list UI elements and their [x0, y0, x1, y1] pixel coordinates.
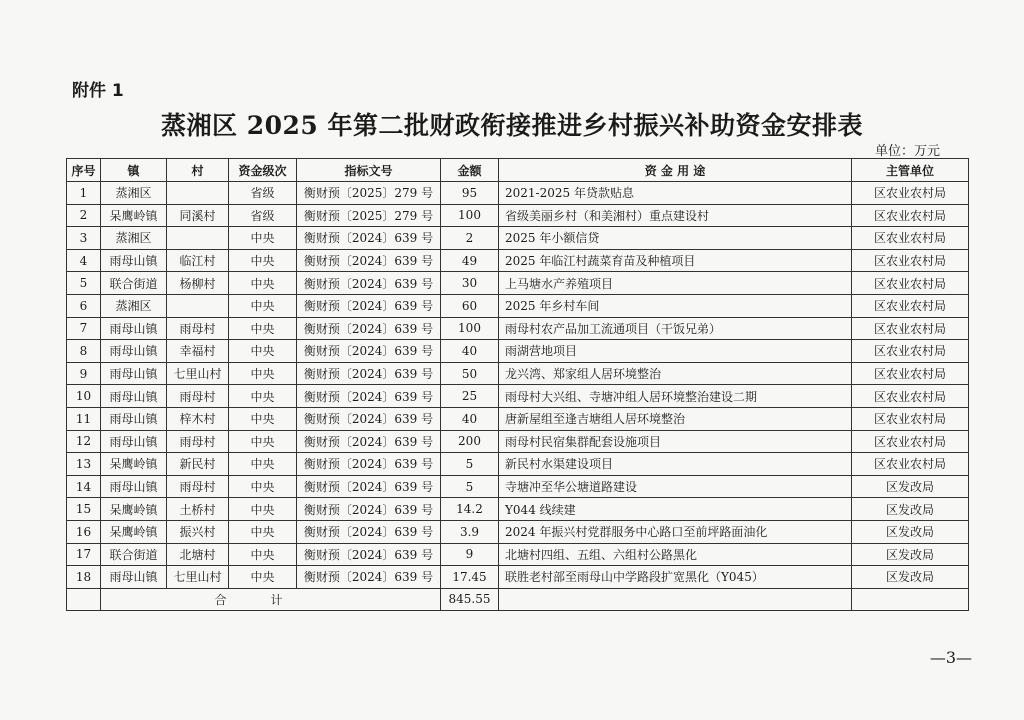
- header-cell: 金额: [441, 159, 499, 182]
- page-number: —3—: [929, 648, 972, 667]
- row-number-cell: 3: [67, 227, 101, 250]
- fund-level-cell: 中央: [229, 407, 297, 430]
- row-number-cell: 18: [67, 566, 101, 589]
- department-cell: 区发改局: [852, 520, 969, 543]
- town-cell: 蒸湘区: [101, 227, 167, 250]
- header-cell: 序号: [67, 159, 101, 182]
- document-number-cell: 衡财预〔2025〕279 号: [297, 204, 441, 227]
- document-number-cell: 衡财预〔2024〕639 号: [297, 227, 441, 250]
- row-number-cell: 2: [67, 204, 101, 227]
- row-number-cell: 12: [67, 430, 101, 453]
- document-number-cell: 衡财预〔2024〕639 号: [297, 407, 441, 430]
- document-number-cell: 衡财预〔2024〕639 号: [297, 317, 441, 340]
- fund-purpose-cell: 2024 年振兴村党群服务中心路口至前坪路面油化: [499, 520, 852, 543]
- fund-purpose-cell: 雨母村大兴组、寺塘冲组人居环境整治建设二期: [499, 385, 852, 408]
- village-cell: 幸福村: [167, 340, 229, 363]
- document-number-cell: 衡财预〔2024〕639 号: [297, 272, 441, 295]
- amount-cell: 14.2: [441, 498, 499, 521]
- department-cell: 区发改局: [852, 543, 969, 566]
- fund-level-cell: 中央: [229, 475, 297, 498]
- table-row: [67, 543, 969, 566]
- fund-level-cell: 中央: [229, 227, 297, 250]
- document-number-cell: 衡财预〔2024〕639 号: [297, 543, 441, 566]
- row-number-cell: 9: [67, 362, 101, 385]
- town-cell: 雨母山镇: [101, 249, 167, 272]
- fund-purpose-cell: 雨母村民宿集群配套设施项目: [499, 430, 852, 453]
- fund-level-cell: 中央: [229, 453, 297, 476]
- village-cell: 梓木村: [167, 407, 229, 430]
- fund-level-cell: 中央: [229, 340, 297, 363]
- document-number-cell: 衡财预〔2025〕279 号: [297, 182, 441, 205]
- table-row: [67, 453, 969, 476]
- table-row: [67, 249, 969, 272]
- row-number-cell: 13: [67, 453, 101, 476]
- department-cell: 区农业农村局: [852, 430, 969, 453]
- fund-level-cell: 中央: [229, 566, 297, 589]
- fund-purpose-cell: Y044 线续建: [499, 498, 852, 521]
- header-cell: 资 金 用 途: [499, 159, 852, 182]
- row-number-cell: 11: [67, 407, 101, 430]
- village-cell: 临江村: [167, 249, 229, 272]
- unit-label: 单位：万元: [874, 144, 940, 159]
- fund-level-cell: 中央: [229, 543, 297, 566]
- fund-purpose-cell: 唐新屋组至逢吉塘组人居环境整治: [499, 407, 852, 430]
- town-cell: 联合街道: [101, 272, 167, 295]
- table-row: [67, 317, 969, 340]
- table-row: [67, 498, 969, 521]
- fund-purpose-cell: 上马塘水产养殖项目: [499, 272, 852, 295]
- town-cell: 雨母山镇: [101, 407, 167, 430]
- header-cell: 村: [167, 159, 229, 182]
- amount-cell: 9: [441, 543, 499, 566]
- village-cell: 杨柳村: [167, 272, 229, 295]
- amount-cell: 5: [441, 475, 499, 498]
- fund-purpose-cell: 2021-2025 年贷款贴息: [499, 182, 852, 205]
- village-cell: 新民村: [167, 453, 229, 476]
- table-row: [67, 227, 969, 250]
- department-cell: 区农业农村局: [852, 227, 969, 250]
- department-cell: 区农业农村局: [852, 407, 969, 430]
- document-number-cell: 衡财预〔2024〕639 号: [297, 362, 441, 385]
- fund-purpose-cell: 联胜老村部至雨母山中学路段扩宽黑化（Y045）: [499, 566, 852, 589]
- amount-cell: 25: [441, 385, 499, 408]
- fund-purpose-cell: 雨母村农产品加工流通项目（干饭兄弟）: [499, 317, 852, 340]
- document-number-cell: 衡财预〔2024〕639 号: [297, 294, 441, 317]
- town-cell: 雨母山镇: [101, 475, 167, 498]
- row-number-cell: 8: [67, 340, 101, 363]
- header-cell: 资金级次: [229, 159, 297, 182]
- village-cell: 雨母村: [167, 385, 229, 408]
- town-cell: 联合街道: [101, 543, 167, 566]
- amount-cell: 50: [441, 362, 499, 385]
- department-cell: 区农业农村局: [852, 294, 969, 317]
- amount-cell: 30: [441, 272, 499, 295]
- fund-purpose-cell: 新民村水渠建设项目: [499, 453, 852, 476]
- village-cell: [167, 294, 229, 317]
- total-amount: 845.55: [441, 588, 499, 611]
- total-empty-cell: [67, 588, 101, 611]
- amount-cell: 100: [441, 317, 499, 340]
- amount-cell: 2: [441, 227, 499, 250]
- document-number-cell: 衡财预〔2024〕639 号: [297, 498, 441, 521]
- fund-purpose-cell: 雨湖营地项目: [499, 340, 852, 363]
- amount-cell: 95: [441, 182, 499, 205]
- village-cell: 雨母村: [167, 430, 229, 453]
- table-row: [67, 340, 969, 363]
- header-cell: 镇: [101, 159, 167, 182]
- table-header-row: [67, 159, 969, 182]
- town-cell: 呆鹰岭镇: [101, 204, 167, 227]
- row-number-cell: 10: [67, 385, 101, 408]
- town-cell: 蒸湘区: [101, 182, 167, 205]
- table-row: [67, 182, 969, 205]
- total-label: 合计: [101, 588, 441, 611]
- village-cell: [167, 182, 229, 205]
- village-cell: 土桥村: [167, 498, 229, 521]
- department-cell: 区发改局: [852, 475, 969, 498]
- document-number-cell: 衡财预〔2024〕639 号: [297, 430, 441, 453]
- row-number-cell: 16: [67, 520, 101, 543]
- town-cell: 雨母山镇: [101, 385, 167, 408]
- fund-level-cell: 中央: [229, 294, 297, 317]
- allocation-table: [66, 158, 969, 611]
- fund-level-cell: 中央: [229, 317, 297, 340]
- row-number-cell: 14: [67, 475, 101, 498]
- village-cell: 七里山村: [167, 362, 229, 385]
- department-cell: 区农业农村局: [852, 362, 969, 385]
- document-number-cell: 衡财预〔2024〕639 号: [297, 520, 441, 543]
- fund-purpose-cell: 北塘村四组、五组、六组村公路黑化: [499, 543, 852, 566]
- department-cell: 区农业农村局: [852, 204, 969, 227]
- fund-level-cell: 中央: [229, 385, 297, 408]
- fund-level-cell: 省级: [229, 204, 297, 227]
- row-number-cell: 6: [67, 294, 101, 317]
- department-cell: 区农业农村局: [852, 249, 969, 272]
- village-cell: [167, 227, 229, 250]
- row-number-cell: 7: [67, 317, 101, 340]
- row-number-cell: 1: [67, 182, 101, 205]
- town-cell: 呆鹰岭镇: [101, 453, 167, 476]
- table-row: [67, 566, 969, 589]
- department-cell: 区农业农村局: [852, 453, 969, 476]
- village-cell: 七里山村: [167, 566, 229, 589]
- department-cell: 区农业农村局: [852, 317, 969, 340]
- total-row: [67, 588, 969, 611]
- table-row: [67, 520, 969, 543]
- fund-purpose-cell: 寺塘冲至华公塘道路建设: [499, 475, 852, 498]
- row-number-cell: 17: [67, 543, 101, 566]
- document-number-cell: 衡财预〔2024〕639 号: [297, 385, 441, 408]
- village-cell: 雨母村: [167, 317, 229, 340]
- department-cell: 区发改局: [852, 566, 969, 589]
- village-cell: 同溪村: [167, 204, 229, 227]
- fund-level-cell: 中央: [229, 249, 297, 272]
- document-number-cell: 衡财预〔2024〕639 号: [297, 475, 441, 498]
- fund-level-cell: 中央: [229, 272, 297, 295]
- amount-cell: 200: [441, 430, 499, 453]
- table-row: [67, 430, 969, 453]
- fund-level-cell: 中央: [229, 430, 297, 453]
- table-row: [67, 475, 969, 498]
- table-row: [67, 294, 969, 317]
- total-empty-cell: [499, 588, 852, 611]
- amount-cell: 60: [441, 294, 499, 317]
- town-cell: 雨母山镇: [101, 430, 167, 453]
- attachment-label: 附件 1: [72, 81, 124, 101]
- header-cell: 指标文号: [297, 159, 441, 182]
- town-cell: 雨母山镇: [101, 317, 167, 340]
- header-cell: 主管单位: [852, 159, 969, 182]
- amount-cell: 40: [441, 407, 499, 430]
- document-number-cell: 衡财预〔2024〕639 号: [297, 566, 441, 589]
- department-cell: 区农业农村局: [852, 272, 969, 295]
- village-cell: 雨母村: [167, 475, 229, 498]
- row-number-cell: 5: [67, 272, 101, 295]
- village-cell: 北塘村: [167, 543, 229, 566]
- table-row: [67, 272, 969, 295]
- town-cell: 雨母山镇: [101, 566, 167, 589]
- fund-purpose-cell: 龙兴湾、郑家组人居环境整治: [499, 362, 852, 385]
- table-row: [67, 362, 969, 385]
- total-empty-cell: [852, 588, 969, 611]
- table-row: [67, 204, 969, 227]
- department-cell: 区农业农村局: [852, 385, 969, 408]
- document-title: 蒸湘区 2025 年第二批财政衔接推进乡村振兴补助资金安排表: [161, 111, 863, 140]
- department-cell: 区发改局: [852, 498, 969, 521]
- fund-level-cell: 中央: [229, 498, 297, 521]
- amount-cell: 40: [441, 340, 499, 363]
- document-number-cell: 衡财预〔2024〕639 号: [297, 340, 441, 363]
- amount-cell: 5: [441, 453, 499, 476]
- fund-level-cell: 省级: [229, 182, 297, 205]
- table-body: [67, 182, 969, 589]
- row-number-cell: 4: [67, 249, 101, 272]
- document-number-cell: 衡财预〔2024〕639 号: [297, 249, 441, 272]
- fund-purpose-cell: 2025 年临江村蔬菜育苗及种植项目: [499, 249, 852, 272]
- fund-purpose-cell: 2025 年小额信贷: [499, 227, 852, 250]
- amount-cell: 100: [441, 204, 499, 227]
- town-cell: 蒸湘区: [101, 294, 167, 317]
- amount-cell: 49: [441, 249, 499, 272]
- table-row: [67, 407, 969, 430]
- amount-cell: 17.45: [441, 566, 499, 589]
- department-cell: 区农业农村局: [852, 340, 969, 363]
- amount-cell: 3.9: [441, 520, 499, 543]
- table-row: [67, 385, 969, 408]
- row-number-cell: 15: [67, 498, 101, 521]
- village-cell: 振兴村: [167, 520, 229, 543]
- document-number-cell: 衡财预〔2024〕639 号: [297, 453, 441, 476]
- town-cell: 呆鹰岭镇: [101, 520, 167, 543]
- fund-level-cell: 中央: [229, 362, 297, 385]
- fund-level-cell: 中央: [229, 520, 297, 543]
- fund-purpose-cell: 2025 年乡村车间: [499, 294, 852, 317]
- fund-purpose-cell: 省级美丽乡村（和美湘村）重点建设村: [499, 204, 852, 227]
- town-cell: 呆鹰岭镇: [101, 498, 167, 521]
- town-cell: 雨母山镇: [101, 362, 167, 385]
- town-cell: 雨母山镇: [101, 340, 167, 363]
- department-cell: 区农业农村局: [852, 182, 969, 205]
